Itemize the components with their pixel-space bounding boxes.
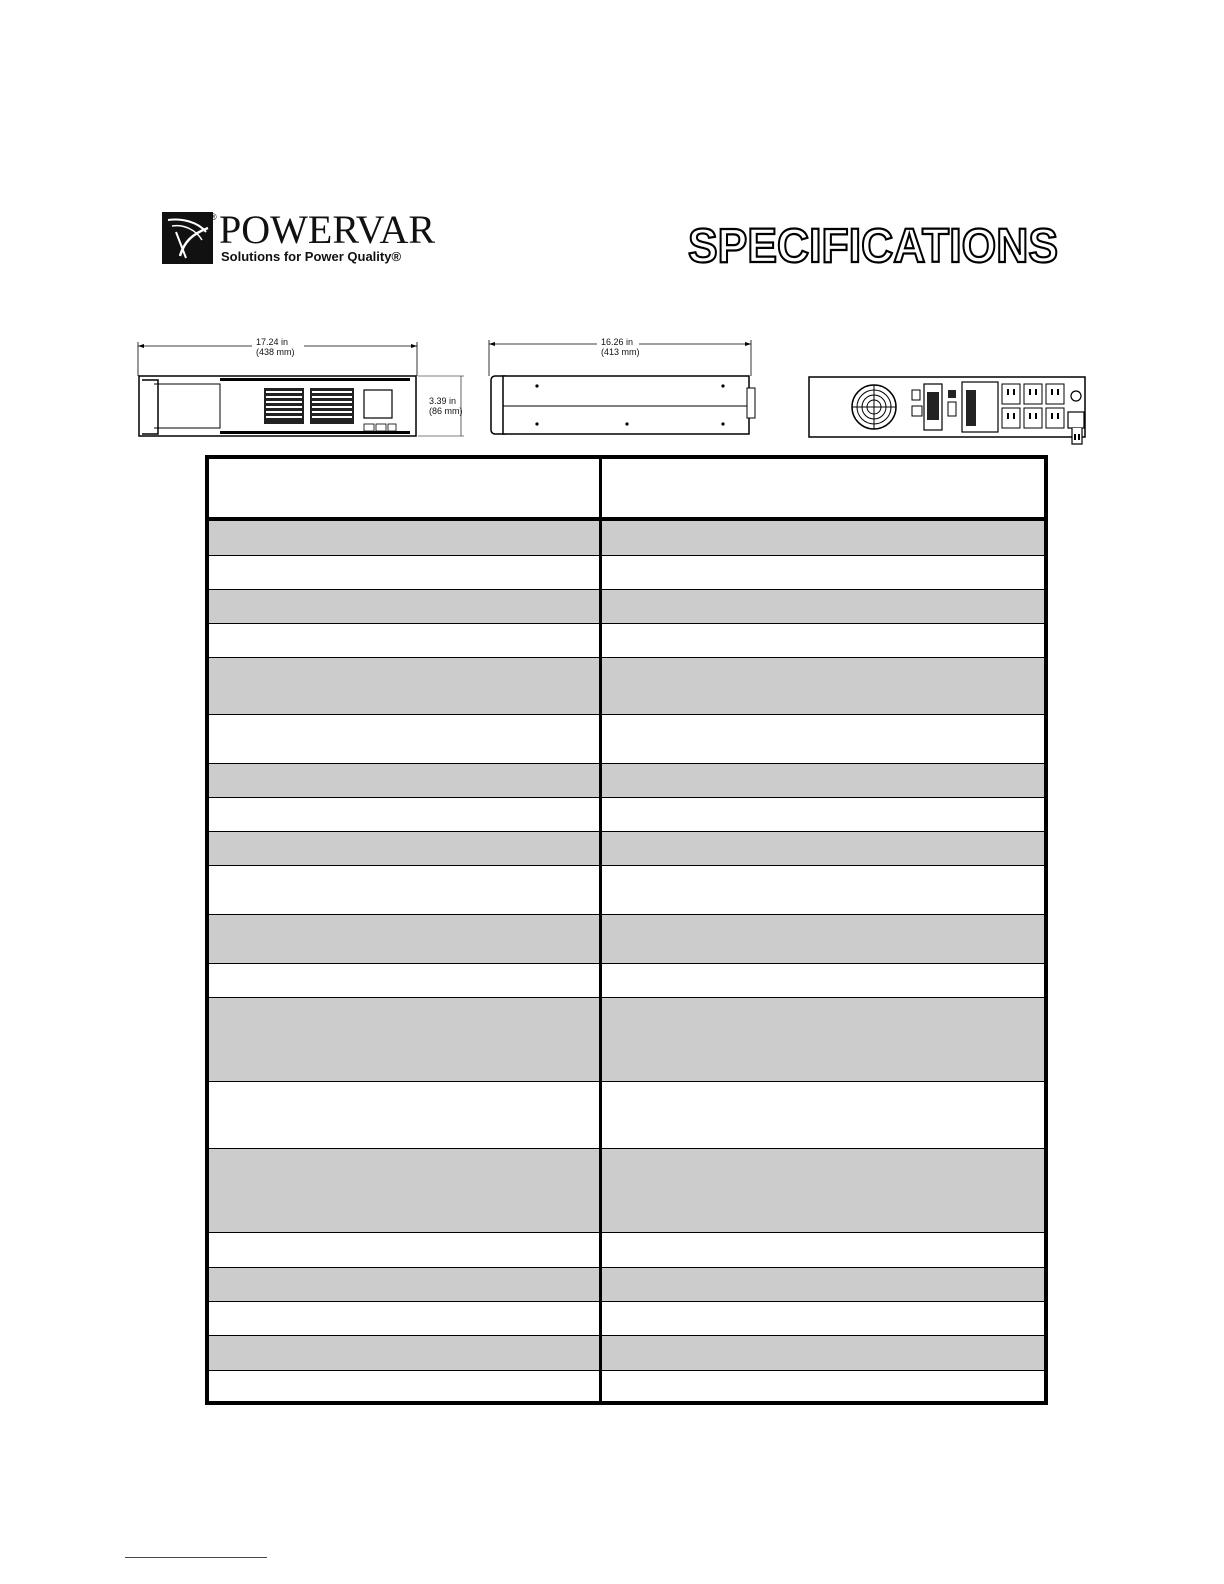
spec-value	[602, 1336, 1044, 1370]
spec-value	[602, 1371, 1044, 1401]
spec-label	[209, 915, 602, 963]
page-title	[684, 218, 1064, 270]
spec-value	[602, 764, 1044, 797]
spec-label	[209, 798, 602, 831]
spec-label	[209, 764, 602, 797]
spec-value	[602, 590, 1044, 623]
spec-value	[602, 556, 1044, 589]
logo-registered-mark: ®	[210, 212, 217, 222]
spec-label	[209, 1082, 602, 1148]
side-depth-in-label: 16.26 in	[601, 337, 634, 347]
powervar-logo-mark-icon	[162, 212, 213, 264]
table-row	[209, 832, 1044, 866]
spec-value	[602, 964, 1044, 997]
side-panel-body	[503, 376, 749, 434]
table-row	[209, 624, 1044, 658]
spec-label	[209, 521, 602, 555]
brand-name: POWERVAR	[219, 207, 436, 252]
spec-header-value	[602, 459, 1044, 517]
table-row	[209, 915, 1044, 964]
table-row	[209, 556, 1044, 590]
table-row	[209, 1336, 1044, 1371]
rear-view-drawing	[806, 374, 1088, 450]
spec-value	[602, 915, 1044, 963]
spec-label	[209, 1336, 602, 1370]
table-row	[209, 590, 1044, 624]
table-row	[209, 964, 1044, 998]
front-height-in-label: 3.39 in	[429, 396, 457, 406]
spec-label	[209, 998, 602, 1081]
spec-label	[209, 1149, 602, 1232]
spec-value	[602, 1233, 1044, 1267]
rear-panel-body	[809, 377, 1085, 437]
spec-value	[602, 521, 1044, 555]
footer-link[interactable]	[125, 1557, 267, 1558]
spec-table-header	[209, 459, 1044, 521]
table-row	[209, 866, 1044, 915]
spec-label	[209, 556, 602, 589]
table-row	[209, 1233, 1044, 1268]
spec-header-label	[209, 459, 602, 517]
front-width-mm-label: (438 mm)	[256, 347, 295, 357]
spec-value	[602, 1268, 1044, 1301]
spec-table	[205, 455, 1048, 1405]
spec-label	[209, 866, 602, 914]
spec-label	[209, 715, 602, 763]
table-row	[209, 764, 1044, 798]
side-view-drawing	[487, 336, 757, 444]
spec-label	[209, 1371, 602, 1401]
outlet-icon	[1002, 384, 1020, 404]
spec-value	[602, 1149, 1044, 1232]
spec-label	[209, 624, 602, 657]
spec-label	[209, 1233, 602, 1267]
spec-label	[209, 658, 602, 714]
spec-value	[602, 798, 1044, 831]
spec-value	[602, 658, 1044, 714]
front-width-in-label: 17.24 in	[256, 337, 289, 347]
table-row	[209, 998, 1044, 1082]
spec-value	[602, 866, 1044, 914]
front-height-mm-label: (86 mm)	[429, 406, 463, 416]
spec-label	[209, 964, 602, 997]
spec-value	[602, 1082, 1044, 1148]
table-row	[209, 658, 1044, 715]
spec-value	[602, 832, 1044, 865]
spec-value	[602, 715, 1044, 763]
spec-value	[602, 624, 1044, 657]
spec-label	[209, 1302, 602, 1335]
table-row	[209, 1268, 1044, 1302]
front-view-drawing	[136, 336, 466, 444]
side-depth-mm-label: (413 mm)	[601, 347, 640, 357]
powervar-logo	[162, 207, 474, 268]
table-row	[209, 1149, 1044, 1233]
spec-value	[602, 1302, 1044, 1335]
spec-value	[602, 998, 1044, 1081]
table-row	[209, 798, 1044, 832]
spec-label	[209, 832, 602, 865]
page-title-text: SPECIFICATIONS	[688, 220, 1058, 270]
front-display	[364, 390, 392, 418]
spec-label	[209, 1268, 602, 1301]
table-row	[209, 521, 1044, 556]
table-row	[209, 715, 1044, 764]
brand-tagline: Solutions for Power Quality®	[221, 249, 402, 264]
spec-label	[209, 590, 602, 623]
table-row	[209, 1371, 1044, 1401]
table-row	[209, 1302, 1044, 1336]
table-row	[209, 1082, 1044, 1149]
